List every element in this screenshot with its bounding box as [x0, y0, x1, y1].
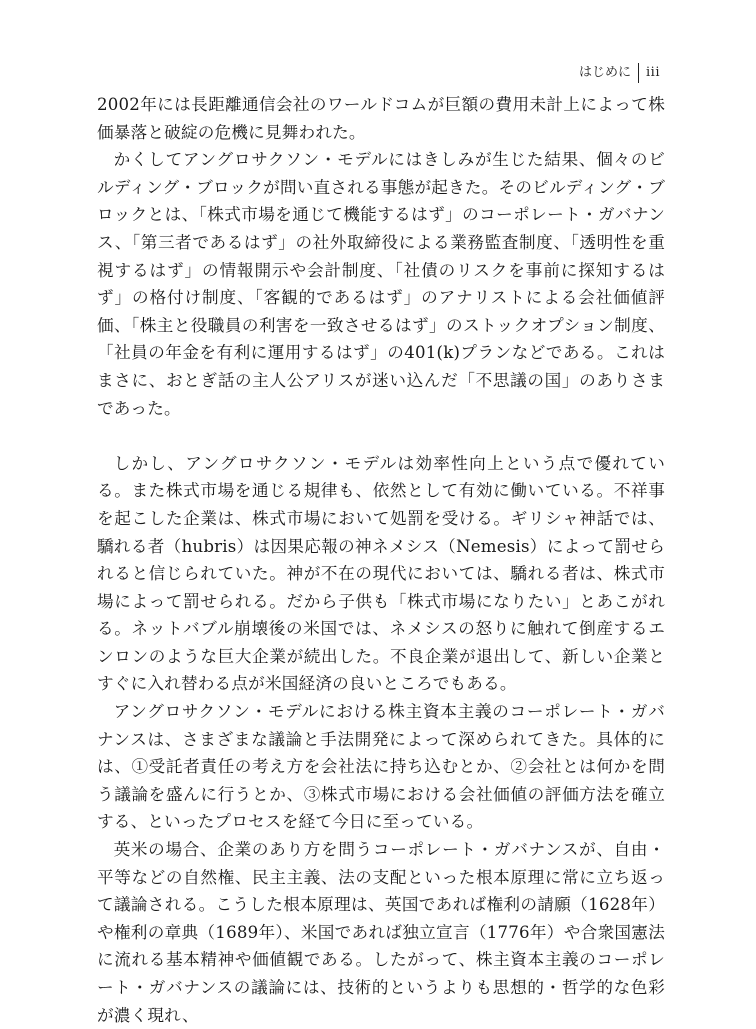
- body-text: [97, 91, 665, 1029]
- paragraph-5: 英米の場合、企業のあり方を問うコーポレート・ガバナンスが、自由・平等などの自然権、民主主義、法の支配といった根本原理に常に立ち返って議論される。こうした根本原理は、英国であれば権利の請願（1628年）や権利の章典（1689年）、米国であれば独立宣言（1776年）や合衆国憲法に流れる基本精神や価値観である。したがって、株主資本主義のコーポレート・ガバナンスの議論には、技術的というよりも思想的・哲学的な色彩が濃く現れ、: [97, 840, 665, 1025]
- paragraph-4: アングロサクソン・モデルにおける株主資本主義のコーポレート・ガバナンスは、さまざまな議論と手法開発によって深められてきた。具体的には、①受託者責任の考え方を会社法に持ち込むとか、②会社とは何かを問う議論を盛んに行うとか、③株式市場における会社価値の評価方法を確立する、といったプロセスを経て今日に至っている。: [97, 702, 665, 832]
- running-head-divider: [638, 63, 639, 83]
- page-number: iii: [646, 65, 660, 80]
- section-break: [97, 422, 665, 450]
- paragraph-3: しかし、アングロサクソン・モデルは効率性向上という点で優れている。また株式市場を通じる規律も、依然として有効に働いている。不祥事を起こした企業は、株式市場において処罰を受ける。ギリシャ神話では、驕れる者（hubris）は因果応報の神ネメシス（Nemesis）によって罰せられると信じられていた。神が不在の現代においては、驕れる者は、株式市場によって罰せられる。だから子供も「株式市場になりたい」とあこがれる。ネットバブル崩壊後の米国では、ネメシスの怒りに触れて倒産するエンロンのような巨大企業が続出した。不良企業が退出して、新しい企業とすぐに入れ替わる点が米国経済の良いところでもある。: [97, 453, 665, 694]
- running-head: [579, 62, 660, 84]
- running-head-section-title: はじめに: [579, 65, 632, 80]
- paragraph-2: かくしてアングロサクソン・モデルにはきしみが生じた結果、個々のビルディング・ブロックが問い直される事態が起きた。そのビルディング・ブロックとは、「株式市場を通じて機能するはず」のコーポレート・ガバナンス、「第三者であるはず」の社外取締役による業務監査制度、「透明性を重視するはず」の情報開示や会計制度、「社債のリスクを事前に探知するはず」の格付け制度、「客観的であるはず」のアナリストによる会社価値評価、「株主と役職員の利害を一致させるはず」のストックオプション制度、「社員の年金を有利に運用するはず」の401(k)プランなどである。これはまさに、おとぎ話の主人公アリスが迷い込んだ「不思議の国」のありさまであった。: [97, 150, 665, 418]
- paragraph-1: 2002年には長距離通信会社のワールドコムが巨額の費用未計上によって株価暴落と破綻の危機に見舞われた。: [97, 95, 665, 142]
